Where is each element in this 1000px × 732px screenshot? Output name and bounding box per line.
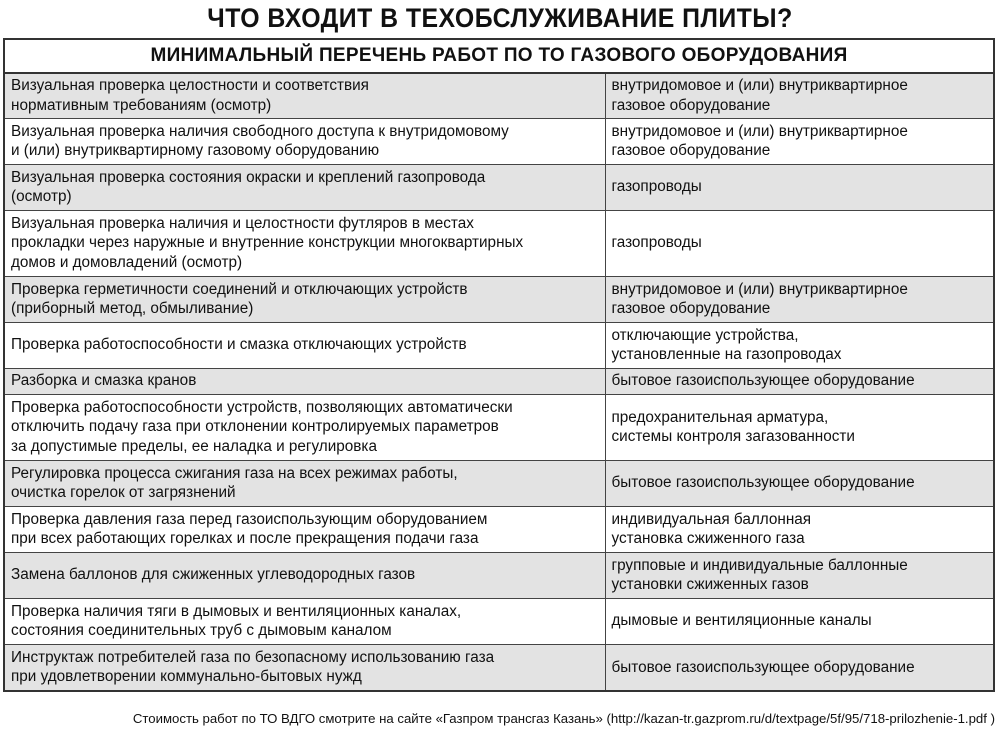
page-title: ЧТО ВХОДИТ В ТЕХОБСЛУЖИВАНИЕ ПЛИТЫ?	[207, 3, 793, 33]
work-cell: Инструктаж потребителей газа по безопасному использованию газа при удовлетворении коммунально-бытовых нужд	[5, 644, 605, 690]
object-cell: бытовое газоиспользующее оборудование	[605, 460, 993, 506]
table-row	[5, 460, 993, 506]
object-cell: дымовые и вентиляционные каналы	[605, 598, 993, 644]
table-row	[5, 552, 993, 598]
table-row	[5, 118, 993, 164]
object-cell: групповые и индивидуальные баллонные установки сжиженных газов	[605, 552, 993, 598]
work-cell: Проверка работоспособности устройств, позволяющих автоматически отключить подачу газа при отклонении контролируемых параметров за допустимые пределы, ее наладка и регулировка	[5, 394, 605, 460]
table-row	[5, 598, 993, 644]
object-cell: отключающие устройства, установленные на газопроводах	[605, 322, 993, 368]
work-cell: Разборка и смазка кранов	[5, 368, 605, 394]
object-cell: внутридомовое и (или) внутриквартирное газовое оборудование	[605, 118, 993, 164]
work-cell: Проверка герметичности соединений и отключающих устройств (приборный метод, обмыливание)	[5, 276, 605, 322]
object-cell: бытовое газоиспользующее оборудование	[605, 368, 993, 394]
object-cell: газопроводы	[605, 164, 993, 210]
table-subtitle: МИНИМАЛЬНЫЙ ПЕРЕЧЕНЬ РАБОТ ПО ТО ГАЗОВОГО ОБОРУДОВАНИЯ	[5, 40, 993, 74]
works-table-frame	[3, 38, 995, 692]
object-cell: внутридомовое и (или) внутриквартирное газовое оборудование	[605, 74, 993, 118]
table-row	[5, 74, 993, 118]
object-cell: предохранительная арматура, системы контроля загазованности	[605, 394, 993, 460]
table-row	[5, 394, 993, 460]
work-cell: Визуальная проверка состояния окраски и креплений газопровода (осмотр)	[5, 164, 605, 210]
work-cell: Проверка давления газа перед газоиспользующим оборудованием при всех работающих горелках и после прекращения подачи газа	[5, 506, 605, 552]
work-cell: Регулировка процесса сжигания газа на всех режимах работы, очистка горелок от загрязнений	[5, 460, 605, 506]
work-cell: Визуальная проверка наличия и целостности футляров в местах прокладки через наружные и внутренние конструкции многоквартирных домов и домовладений (осмотр)	[5, 210, 605, 276]
work-cell: Проверка работоспособности и смазка отключающих устройств	[5, 322, 605, 368]
object-cell: индивидуальная баллонная установка сжиженного газа	[605, 506, 993, 552]
table-row	[5, 322, 993, 368]
object-cell: внутридомовое и (или) внутриквартирное газовое оборудование	[605, 276, 993, 322]
table-row	[5, 644, 993, 690]
table-row	[5, 368, 993, 394]
object-cell: бытовое газоиспользующее оборудование	[605, 644, 993, 690]
work-cell: Визуальная проверка наличия свободного доступа к внутридомовому и (или) внутриквартирному газовому оборудованию	[5, 118, 605, 164]
footer-note: Стоимость работ по ТО ВДГО смотрите на сайте «Газпром трансгаз Казань» (http://kazan-tr.gazprom.ru/d/textpage/5f/95/718-prilozhenie-1.pdf )	[132, 711, 995, 726]
work-cell: Визуальная проверка целостности и соответствия нормативным требованиям (осмотр)	[5, 74, 605, 118]
table-row	[5, 276, 993, 322]
work-cell: Проверка наличия тяги в дымовых и вентиляционных каналах, состояния соединительных труб с дымовым каналом	[5, 598, 605, 644]
table-row	[5, 164, 993, 210]
object-cell: газопроводы	[605, 210, 993, 276]
table-row	[5, 506, 993, 552]
works-table	[5, 74, 993, 690]
work-cell: Замена баллонов для сжиженных углеводородных газов	[5, 552, 605, 598]
table-row	[5, 210, 993, 276]
